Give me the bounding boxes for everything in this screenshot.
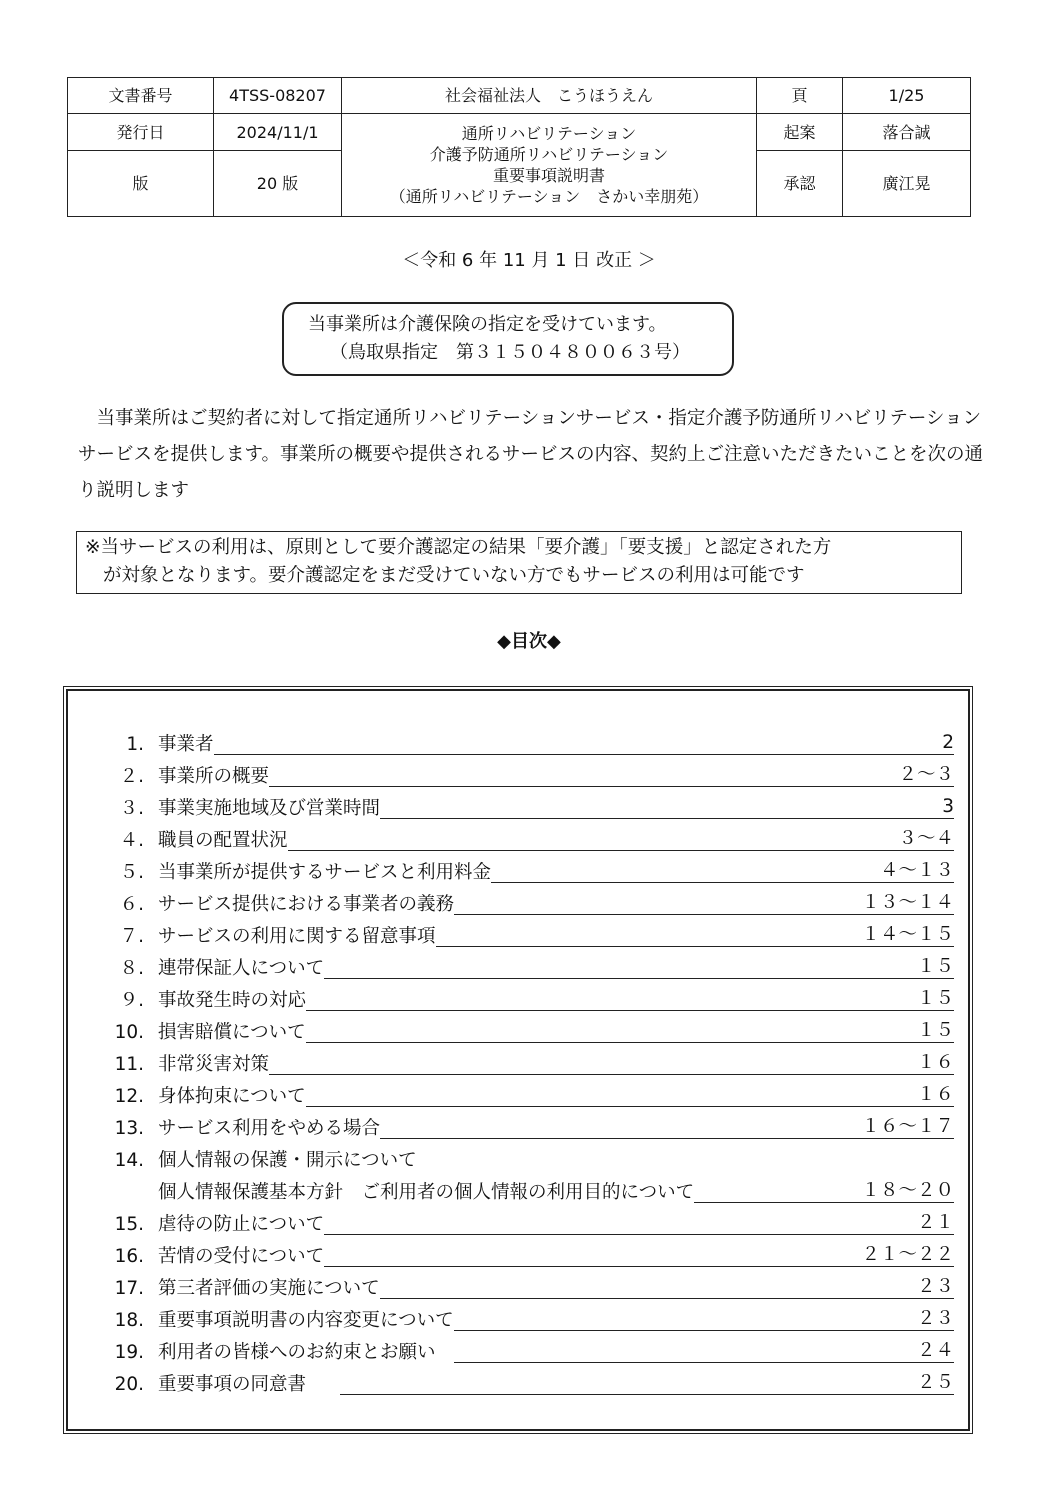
toc-entry[interactable] bbox=[102, 1236, 954, 1268]
toc-page: １６ bbox=[916, 1084, 954, 1105]
toc-label: サービス利用をやめる場合 bbox=[158, 1118, 381, 1139]
toc-number: 13. bbox=[114, 1118, 144, 1139]
toc-label: サービスの利用に関する留意事項 bbox=[158, 926, 436, 947]
toc-heading: ◆目次◆ bbox=[497, 631, 561, 652]
toc-leader bbox=[454, 1342, 915, 1363]
intro-paragraph: 当事業所はご契約者に対して指定通所リハビリテーションサービス・指定介護予防通所リハビリテーションサービスを提供します。事業所の概要や提供されるサービスの内容、契約上ご注意いただきたいことを次の通り説明します bbox=[78, 408, 984, 501]
toc-number: ８. bbox=[119, 958, 144, 979]
toc-number: 14. bbox=[114, 1150, 144, 1171]
doc-number-label: 文書番号 bbox=[68, 78, 214, 114]
toc-page: 2 bbox=[942, 732, 954, 753]
table-of-contents bbox=[63, 686, 973, 1434]
toc-number: ２. bbox=[119, 766, 144, 787]
toc-label: 利用者の皆様へのお約束とお願い bbox=[158, 1342, 436, 1363]
toc-leader bbox=[380, 798, 940, 819]
toc-entry[interactable] bbox=[102, 1172, 954, 1204]
toc-page: ２３ bbox=[916, 1308, 954, 1329]
drafter-name: 落合誠 bbox=[843, 114, 971, 151]
approver-name: 廣江晃 bbox=[843, 151, 971, 217]
toc-label: 事業所の概要 bbox=[158, 766, 270, 787]
designation-number: （鳥取県指定 第３１５０４８００６３号） bbox=[330, 342, 690, 363]
toc-leader bbox=[436, 926, 860, 947]
designation-line: 当事業所は介護保険の指定を受けています。 bbox=[308, 314, 667, 335]
toc-page: １５ bbox=[916, 956, 954, 977]
toc-number: 18. bbox=[114, 1310, 144, 1331]
toc-number: 10. bbox=[114, 1022, 144, 1043]
toc-number: ９. bbox=[119, 990, 144, 1011]
toc-leader bbox=[214, 734, 941, 755]
toc-leader bbox=[306, 990, 915, 1011]
toc-entry[interactable] bbox=[102, 1300, 954, 1332]
toc-leader bbox=[417, 1151, 952, 1171]
toc-number: 12. bbox=[114, 1086, 144, 1107]
approve-label: 承認 bbox=[757, 151, 843, 217]
toc-label: 当事業所が提供するサービスと利用料金 bbox=[158, 862, 492, 883]
toc-entry[interactable] bbox=[102, 1108, 954, 1140]
toc-entry[interactable] bbox=[102, 1268, 954, 1300]
toc-entry[interactable] bbox=[102, 916, 954, 948]
toc-entry[interactable] bbox=[102, 820, 954, 852]
title-line: （通所リハビリテーション さかい幸朋苑） bbox=[389, 187, 709, 206]
document-header-table bbox=[67, 77, 971, 217]
toc-number: 17. bbox=[114, 1278, 144, 1299]
toc-page: ２１～２２ bbox=[861, 1244, 954, 1265]
notice-line: が対象となります。要介護認定をまだ受けていない方でもサービスの利用は可能です bbox=[103, 565, 805, 586]
toc-number: 16. bbox=[114, 1246, 144, 1267]
toc-label: 第三者評価の実施について bbox=[158, 1278, 380, 1299]
toc-leader bbox=[694, 1182, 859, 1203]
toc-leader bbox=[324, 1246, 859, 1267]
toc-leader bbox=[324, 1214, 915, 1235]
toc-page: ２４ bbox=[916, 1340, 954, 1361]
toc-leader bbox=[454, 1310, 915, 1331]
toc-leader bbox=[380, 1278, 915, 1299]
toc-label: 重要事項説明書の内容変更について bbox=[158, 1310, 454, 1331]
toc-label: 職員の配置状況 bbox=[158, 830, 288, 851]
issue-date-label: 発行日 bbox=[68, 114, 214, 151]
title-line: 通所リハビリテーション bbox=[461, 124, 637, 143]
toc-entry[interactable] bbox=[102, 1044, 954, 1076]
toc-entry[interactable] bbox=[102, 1076, 954, 1108]
toc-number: 20. bbox=[114, 1374, 144, 1395]
toc-entry[interactable] bbox=[102, 884, 954, 916]
document-title bbox=[342, 114, 757, 217]
toc-entry[interactable] bbox=[102, 1204, 954, 1236]
toc-label: 身体拘束について bbox=[158, 1086, 306, 1107]
toc-label: 連帯保証人について bbox=[158, 958, 325, 979]
toc-entry[interactable] bbox=[102, 1364, 954, 1396]
draft-label: 起案 bbox=[757, 114, 843, 151]
toc-page: １４～１５ bbox=[861, 924, 954, 945]
toc-page: ２１ bbox=[916, 1212, 954, 1233]
designation-box bbox=[282, 302, 734, 376]
toc-page: ２～３ bbox=[898, 764, 954, 785]
toc-entry[interactable] bbox=[102, 1012, 954, 1044]
page-label: 頁 bbox=[757, 78, 843, 114]
toc-leader bbox=[380, 1118, 859, 1139]
toc-leader bbox=[288, 830, 897, 851]
title-line: 重要事項説明書 bbox=[492, 166, 605, 185]
toc-entry[interactable] bbox=[102, 724, 954, 756]
toc-page: １５ bbox=[916, 988, 954, 1009]
toc-leader bbox=[269, 766, 896, 787]
toc-number: ６. bbox=[119, 894, 144, 915]
toc-leader bbox=[306, 1086, 915, 1107]
toc-page: 3 bbox=[942, 796, 954, 817]
toc-leader bbox=[340, 1374, 915, 1395]
toc-entry[interactable] bbox=[102, 948, 954, 980]
notice-line: ※当サービスの利用は、原則として要介護認定の結果「要介護」「要支援」と認定された方 bbox=[85, 537, 832, 558]
toc-entry[interactable] bbox=[102, 788, 954, 820]
toc-label: 事業実施地域及び営業時間 bbox=[158, 798, 381, 819]
toc-leader bbox=[454, 894, 859, 915]
toc-page: ３～４ bbox=[898, 828, 954, 849]
toc-label: サービス提供における事業者の義務 bbox=[158, 894, 455, 915]
toc-number: 15. bbox=[114, 1214, 144, 1235]
toc-leader bbox=[324, 958, 915, 979]
page-value: 1/25 bbox=[843, 78, 971, 114]
toc-number: ４. bbox=[119, 830, 144, 851]
toc-number: ３. bbox=[119, 798, 144, 819]
toc-label: 非常災害対策 bbox=[158, 1054, 270, 1075]
toc-label: 事業者 bbox=[158, 734, 214, 755]
toc-label: 個人情報保護基本方針 ご利用者の個人情報の利用目的について bbox=[158, 1182, 695, 1203]
toc-leader bbox=[491, 862, 878, 883]
toc-number: ５. bbox=[119, 862, 144, 883]
toc-page: ２３ bbox=[916, 1276, 954, 1297]
toc-leader bbox=[306, 1022, 915, 1043]
toc-number: 11. bbox=[114, 1054, 144, 1075]
notice-box bbox=[76, 531, 962, 594]
title-line: 介護予防通所リハビリテーション bbox=[429, 145, 669, 164]
toc-page: ４～１３ bbox=[879, 860, 954, 881]
toc-number: 1. bbox=[126, 734, 144, 755]
issue-date: 2024/11/1 bbox=[214, 114, 342, 151]
toc-page: ２５ bbox=[916, 1372, 954, 1393]
revision-date: ＜令和 6 年 11 月 1 日 改正 ＞ bbox=[402, 250, 656, 271]
toc-leader bbox=[269, 1054, 915, 1075]
toc-label: 損害賠償について bbox=[158, 1022, 306, 1043]
organization-name: 社会福祉法人 こうほうえん bbox=[342, 78, 757, 114]
toc-entry[interactable] bbox=[102, 756, 954, 788]
toc-label: 重要事項の同意書 bbox=[158, 1374, 307, 1395]
toc-entry[interactable] bbox=[102, 980, 954, 1012]
toc-page: １３～１４ bbox=[861, 892, 954, 913]
toc-page: １８～２０ bbox=[861, 1180, 954, 1201]
toc-page: １６～１７ bbox=[861, 1116, 954, 1137]
toc-entry[interactable] bbox=[102, 1332, 954, 1364]
toc-entry[interactable] bbox=[102, 852, 954, 884]
toc-label: 事故発生時の対応 bbox=[158, 990, 307, 1011]
toc-entry[interactable] bbox=[102, 1140, 954, 1172]
toc-number: 19. bbox=[114, 1342, 144, 1363]
toc-label: 虐待の防止について bbox=[158, 1214, 325, 1235]
toc-label: 個人情報の保護・開示について bbox=[158, 1150, 417, 1171]
toc-number: ７. bbox=[119, 926, 144, 947]
doc-number: 4TSS-08207 bbox=[214, 78, 342, 114]
toc-page: １５ bbox=[916, 1020, 954, 1041]
toc-page: １６ bbox=[916, 1052, 954, 1073]
edition-label: 版 bbox=[68, 151, 214, 217]
edition-value: 20 版 bbox=[214, 151, 342, 217]
toc-label: 苦情の受付について bbox=[158, 1246, 325, 1267]
